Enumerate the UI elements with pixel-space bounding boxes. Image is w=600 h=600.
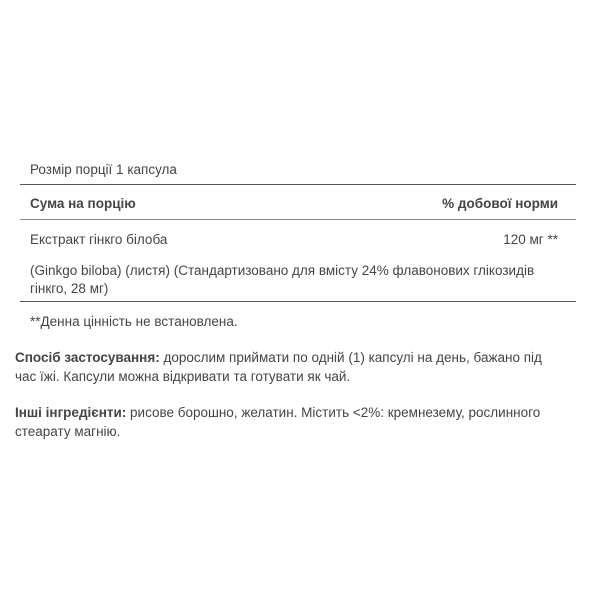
daily-value-footnote: **Денна цінність не встановлена. (30, 314, 238, 329)
other-ingredients-paragraph (15, 403, 560, 441)
usage-text: дорослим приймати по одній (1) капсулі на день, бажано під час їжі. Капсули можна відкривати та готувати як чай. (15, 350, 542, 384)
amount-per-serving-header: Сума на порцію (30, 196, 136, 211)
serving-size: Розмір порції 1 капсула (30, 162, 177, 177)
daily-value-header: % добової норми (442, 196, 558, 211)
ingredient-description: (Ginkgo biloba) (листя) (Стандартизовано для вмісту 24% флавонових глікозидів гінкго, 28 мг) (30, 263, 535, 296)
usage-paragraph (15, 348, 560, 386)
divider-bottom (20, 301, 576, 302)
usage-label: Спосіб застосування: (15, 350, 160, 365)
ingredient-amount: 120 мг ** (503, 232, 558, 247)
divider-top (20, 184, 576, 185)
divider-header (20, 219, 576, 220)
other-ingredients-text: рисове борошно, желатин. Містить <2%: кремнезему, рослинного стеарату магнію. (15, 405, 541, 439)
ingredient-name: Екстракт гінкго білоба (30, 232, 168, 247)
other-ingredients-label: Інші інгредієнти: (15, 405, 127, 420)
